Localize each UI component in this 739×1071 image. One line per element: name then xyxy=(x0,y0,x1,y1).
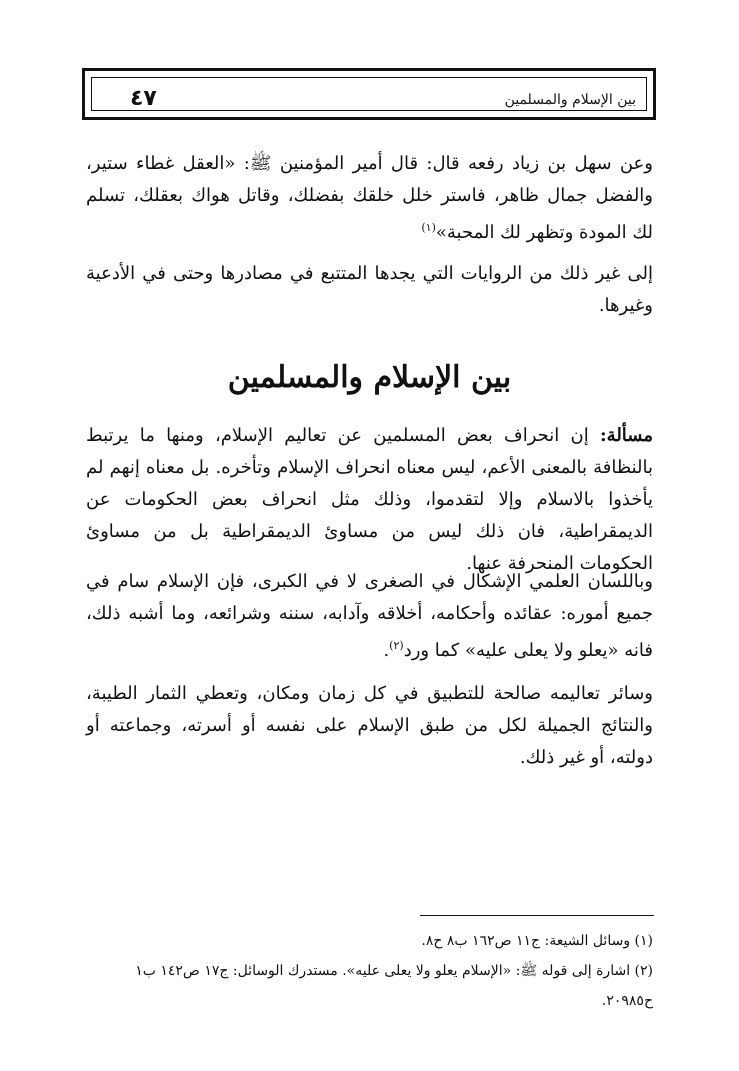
paragraph-hadith-text: وعن سهل بن زياد رفعه قال: قال أمير المؤمنين ﷺ: «العقل غطاء ستير، والفضل جمال ظاهر، فاستر خلل خلقك بفضلك، وقاتل هواك بعقلك، تسلم لك المودة وتظهر لك المحبة» xyxy=(86,153,653,243)
section-heading: بين الإسلام والمسلمين xyxy=(227,360,512,395)
footnote-ref-2: (٢) xyxy=(389,639,404,652)
footnote-ref-1: (١) xyxy=(421,221,436,234)
header-inner-frame xyxy=(91,77,647,111)
paragraph-scientific-text: وباللسان العلمي الإشكال في الصغرى لا في الكبرى، فإن الإسلام سام في جميع أموره: عقائده وأحكامه، أخلاقه وآدابه، سننه وشرائعه، وما أشبه ذلك، فانه «يعلو ولا يعلى عليه» كما ورد xyxy=(86,571,653,661)
header-frame xyxy=(82,68,656,120)
page-number: ٤٧ xyxy=(130,86,157,111)
paragraph-narrations: إلى غير ذلك من الروايات التي يجدها المتتبع في مصادرها وحتى في الأدعية وغيرها. xyxy=(86,263,653,316)
paragraph-teachings: وسائر تعاليمه صالحة للتطبيق في كل زمان ومكان، وتعطي الثمار الطيبة، والنتائج الجميلة لكل من طبق الإسلام على نفسه أو أسرته، وجماعته أو دولته، أو غير ذلك. xyxy=(86,683,653,768)
paragraph-issue-text: إن انحراف بعض المسلمين عن تعاليم الإسلام، ومنها ما يرتبط بالنظافة بالمعنى الأعم، ليس معناه انحراف الإسلام وتأخره. بل معناه إنهم لم يأخذوا بالاسلام وإلا لتقدموا، وذلك مثل انحراف بعض الحكومات عن الديمقراطية، فان ذلك ليس من مساوئ الديمقراطية بل من مساوئ الحكومات المنحرفة عنها. xyxy=(86,425,653,574)
footnotes xyxy=(86,926,653,1016)
running-title: بين الإسلام والمسلمين xyxy=(504,92,636,108)
paragraph-scientific-end: . xyxy=(383,640,390,661)
footnote-divider xyxy=(420,915,654,916)
paragraph-scientific xyxy=(86,566,653,667)
paragraph-issue xyxy=(86,420,653,580)
paragraph-hadith xyxy=(86,148,653,249)
footnote-2: (٢) اشارة إلى قوله ﷺ: «الإسلام يعلو ولا يعلى عليه». مستدرك الوسائل: ج١٧ ص١٤٢ ب١ ح٢٠٩٨٥. xyxy=(135,963,653,1009)
footnote-1: (١) وسائل الشيعة: ج١١ ص١٦٢ ب٨ ح٨. xyxy=(421,933,653,949)
issue-label: مسألة: xyxy=(600,425,653,446)
